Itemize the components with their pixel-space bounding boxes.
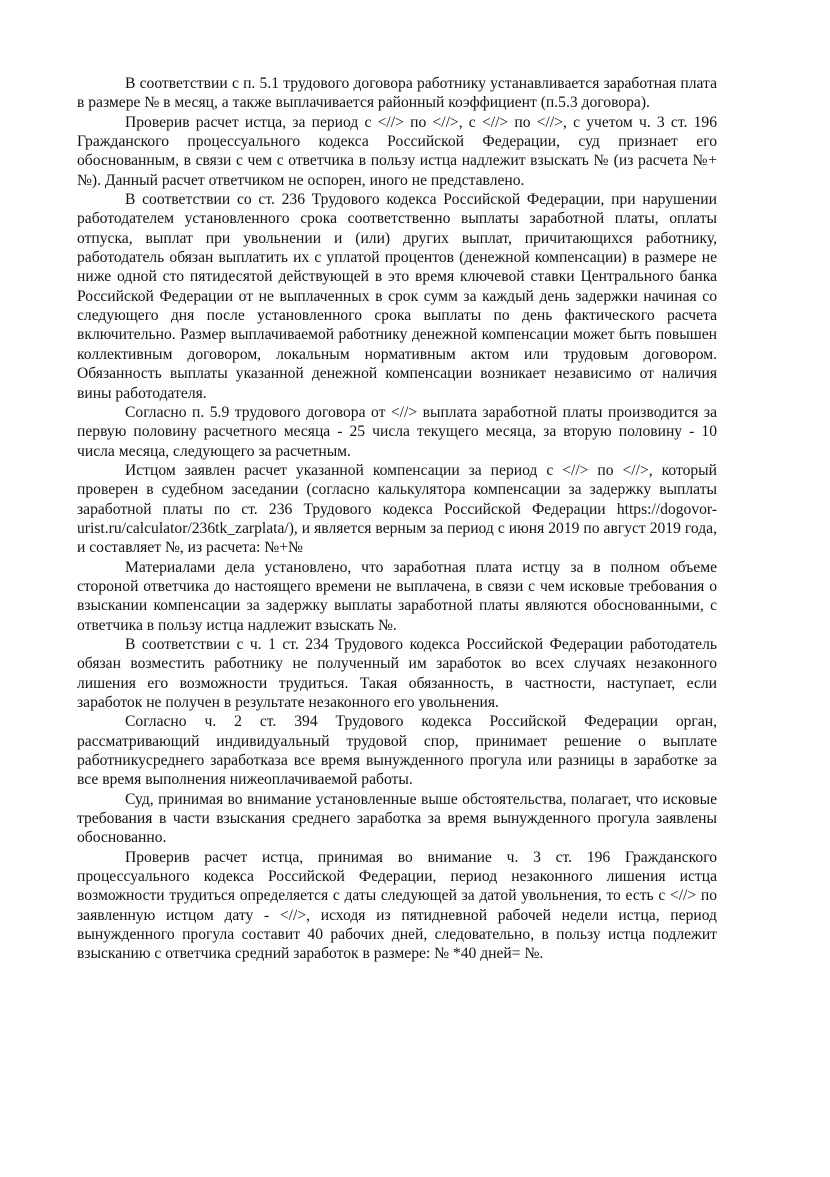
paragraph: Проверив расчет истца, за период с <//> по <//>, с <//> по <//>, с учетом ч. 3 ст. 196 Гражданского процессуального кодекса Российской Федерации, суд признает его обоснованным, в связи с чем с ответчика в пользу истца надлежит взыскать № (из расчета №+№). Данный расчет ответчиком не оспорен, иного не представлено. [77,113,717,189]
paragraph: В соответствии с ч. 1 ст. 234 Трудового кодекса Российской Федерации работодатель обязан возместить работнику не полученный им заработок во всех случаях незаконного лишения его возможности трудиться. Такая обязанность, в частности, наступает, если заработок не получен в результате незаконного его увольнения. [77,635,717,711]
paragraph: Согласно п. 5.9 трудового договора от <//> выплата заработной платы производится за первую половину расчетного месяца - 25 числа текущего месяца, за вторую половину - 10 числа месяца, следующего за расчетным. [77,403,717,460]
paragraph: Истцом заявлен расчет указанной компенсации за период с <//> по <//>, который проверен в судебном заседании (согласно калькулятора компенсации за задержку выплаты заработной платы по ст. 236 Трудового кодекса Российской Федерации https://dogovor-urist.ru/calculator/236tk_zarplata/), и является верным за период с июня 2019 по август 2019 года, и составляет №, из расчета: №+№ [77,461,717,557]
paragraph: Согласно ч. 2 ст. 394 Трудового кодекса Российской Федерации орган, рассматривающий индивидуальный трудовой спор, принимает решение о выплате работникусреднего заработказа все время вынужденного прогула или разницы в заработке за все время выполнения нижеоплачиваемой работы. [77,713,717,789]
document-body [77,74,717,964]
paragraph: Проверив расчет истца, принимая во внимание ч. 3 ст. 196 Гражданского процессуального кодекса Российской Федерации, период незаконного лишения истца возможности трудиться определяется с даты следующей за датой увольнения, то есть с <//> по заявленную истцом дату - <//>, исходя из пятидневной рабочей недели истца, период вынужденного прогула составит 40 рабочих дней, следовательно, в пользу истца подлежит взысканию с ответчика средний заработок в размере: № *40 дней= №. [77,848,717,963]
paragraph: В соответствии с п. 5.1 трудового договора работнику устанавливается заработная плата в размере № в месяц, а также выплачивается районный коэффициент (п.5.3 договора). [77,75,717,112]
paragraph: В соответствии со ст. 236 Трудового кодекса Российской Федерации, при нарушении работодателем установленного срока соответственно выплаты заработной платы, оплаты отпуска, выплат при увольнении и (или) других выплат, причитающихся работнику, работодатель обязан выплатить их с уплатой процентов (денежной компенсации) в размере не ниже одной сто пятидесятой действующей в это время ключевой ставки Центрального банка Российской Федерации от не выплаченных в срок сумм за каждый день задержки начиная со следующего дня после установленного срока выплаты по день фактического расчета включительно. Размер выплачиваемой работнику денежной компенсации может быть повышен коллективным договором, локальным нормативным актом или трудовым договором. Обязанность выплаты указанной денежной компенсации возникает независимо от наличия вины работодателя. [77,191,717,402]
paragraph: Материалами дела установлено, что заработная плата истцу за в полном объеме стороной ответчика до настоящего времени не выплачена, в связи с чем исковые требования о взыскании компенсации за задержку выплаты заработной платы являются обоснованными, с ответчика в пользу истца надлежит взыскать №. [77,558,717,634]
paragraph: Суд, принимая во внимание установленные выше обстоятельства, полагает, что исковые требования в части взыскания среднего заработка за время вынужденного прогула заявлены обоснованно. [77,790,717,847]
